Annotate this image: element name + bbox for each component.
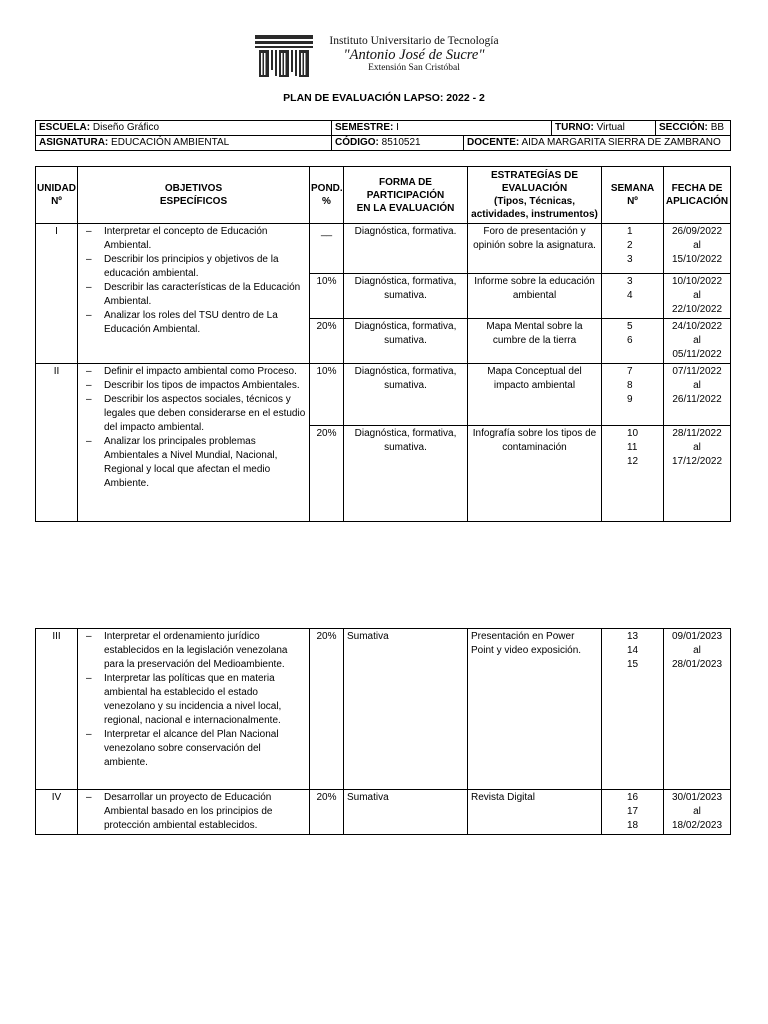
objectives-cell [78,790,310,835]
asignatura-cell [36,136,332,151]
estrategia-cell: Presentación en Power Point y video exposición. [468,629,602,790]
institute-name-line1: Instituto Universitario de Tecnología [329,35,499,47]
semana-cell: 16 17 18 [602,790,664,835]
forma-cell: Diagnóstica, formativa. [344,224,468,274]
escuela-label: ESCUELA: [39,122,91,133]
fecha-cell: 30/01/2023 al 18/02/2023 [664,790,731,835]
semestre-value: I [396,122,399,133]
semana-cell: 1 2 3 [602,224,664,274]
col-unidad-header: UNIDAD Nº [36,167,78,224]
col-pond-header: POND. % [310,167,344,224]
unit-number: I [36,224,78,364]
document-title: PLAN DE EVALUACIÓN LAPSO: 2022 - 2 [283,92,485,104]
objective-item: – Desarrollar un proyecto de Educación Ambiental basado en los principios de protección ambiental establecidos. [81,791,306,833]
estrategia-cell: Foro de presentación y opinión sobre la asignatura. [468,224,602,274]
objective-item: – Interpretar las políticas que en materia ambiental ha establecido el estado venezolano y su incidencia a nivel local, regional, nacional e internacionalmente. [81,672,306,728]
col-semana-header: SEMANA Nº [602,167,664,224]
institute-logo [253,33,503,79]
objective-item: – Analizar los principales problemas Ambientales a Nivel Mundial, Nacional, Regional y local que afectan el medio Ambiente. [81,435,306,491]
unit-number: IV [36,790,78,835]
fecha-cell: 26/09/2022 al 15/10/2022 [664,224,731,274]
table-row [36,629,731,790]
fecha-cell: 24/10/2022 al 05/11/2022 [664,319,731,364]
codigo-label: CÓDIGO: [335,137,379,148]
col-estrategias-header: ESTRATEGÍAS DE EVALUACIÓN (Tipos, Técnicas, actividades, instrumentos) [468,167,602,224]
semana-cell: 7 8 9 [602,364,664,426]
objective-item: – Describir los aspectos sociales, técnicos y legales que deben considerarse en el estudio del impacto ambiental. [81,393,306,435]
pond-cell: 10% [310,364,344,426]
seccion-label: SECCIÓN: [659,122,708,133]
pond-cell: 20% [310,426,344,522]
seccion-cell [656,121,731,136]
fecha-cell: 28/11/2022 al 17/12/2022 [664,426,731,522]
pond-cell: 10% [310,274,344,319]
table-row [36,364,731,426]
forma-cell: Diagnóstica, formativa, sumativa. [344,319,468,364]
col-objetivos-header: OBJETIVOS ESPECÍFICOS [78,167,310,224]
seccion-value: BB [710,122,725,133]
docente-label: DOCENTE: [467,137,520,148]
pond-cell: __ [310,224,344,274]
estrategia-cell: Informe sobre la educación ambiental [468,274,602,319]
estrategia-cell: Infografía sobre los tipos de contaminación [468,426,602,522]
asignatura-value: EDUCACIÓN AMBIENTAL [111,137,230,148]
semestre-cell [332,121,552,136]
codigo-value: 8510521 [381,137,421,148]
objective-item: – Definir el impacto ambiental como Proceso. [81,365,306,379]
objective-item: – Analizar los roles del TSU dentro de La Educación Ambiental. [81,309,306,337]
forma-cell: Sumativa [344,629,468,790]
escuela-cell [36,121,332,136]
evaluation-plan-table-continued [35,628,731,835]
forma-cell: Diagnóstica, formativa, sumativa. [344,364,468,426]
objective-item: – Interpretar el ordenamiento jurídico establecidos en la legislación venezolana para la preservación del Medioambiente. [81,630,306,672]
estrategia-cell: Revista Digital [468,790,602,835]
escuela-value: Diseño Gráfico [92,122,160,133]
semana-cell: 13 14 15 [602,629,664,790]
fecha-cell: 07/11/2022 al 26/11/2022 [664,364,731,426]
objective-item: – Describir los tipos de impactos Ambientales. [81,379,306,393]
objective-item: – Describir las características de la Educación Ambiental. [81,281,306,309]
semana-cell: 3 4 [602,274,664,319]
iutajs-logo-icon [253,33,315,79]
institute-name-line3: Extensión San Cristóbal [368,63,460,73]
col-fecha-header: FECHA DE APLICACIÓN [664,167,731,224]
estrategia-cell: Mapa Mental sobre la cumbre de la tierra [468,319,602,364]
forma-cell: Diagnóstica, formativa, sumativa. [344,426,468,522]
turno-label: TURNO: [555,122,594,133]
docente-cell [464,136,731,151]
docente-value: AIDA MARGARITA SIERRA DE ZAMBRANO [521,137,721,148]
semana-cell: 5 6 [602,319,664,364]
codigo-cell [332,136,464,151]
institute-name-line2: "Antonio José de Sucre" [343,47,485,63]
objectives-cell [78,364,310,522]
objectives-cell [78,629,310,790]
table-row [36,224,731,274]
fecha-cell: 10/10/2022 al 22/10/2022 [664,274,731,319]
pond-cell: 20% [310,319,344,364]
pond-cell: 20% [310,629,344,790]
forma-cell: Diagnóstica, formativa, sumativa. [344,274,468,319]
course-info-table [35,120,731,151]
forma-cell: Sumativa [344,790,468,835]
objectives-cell [78,224,310,364]
turno-value: Virtual [596,122,625,133]
turno-cell [552,121,656,136]
estrategia-cell: Mapa Conceptual del impacto ambiental [468,364,602,426]
semana-cell: 10 11 12 [602,426,664,522]
objective-item: – Interpretar el alcance del Plan Nacional venezolano sobre conservación del ambiente. [81,728,306,770]
unit-number: II [36,364,78,522]
fecha-cell: 09/01/2023 al 28/01/2023 [664,629,731,790]
objective-item: – Describir los principios y objetivos de la educación ambiental. [81,253,306,281]
objective-item: – Interpretar el concepto de Educación Ambiental. [81,225,306,253]
asignatura-label: ASIGNATURA: [39,137,109,148]
col-forma-header: FORMA DE PARTICIPACIÓN EN LA EVALUACIÓN [344,167,468,224]
institute-name [319,35,509,74]
unit-number: III [36,629,78,790]
table-row [36,790,731,835]
semestre-label: SEMESTRE: [335,122,394,133]
pond-cell: 20% [310,790,344,835]
evaluation-plan-table [35,166,731,522]
